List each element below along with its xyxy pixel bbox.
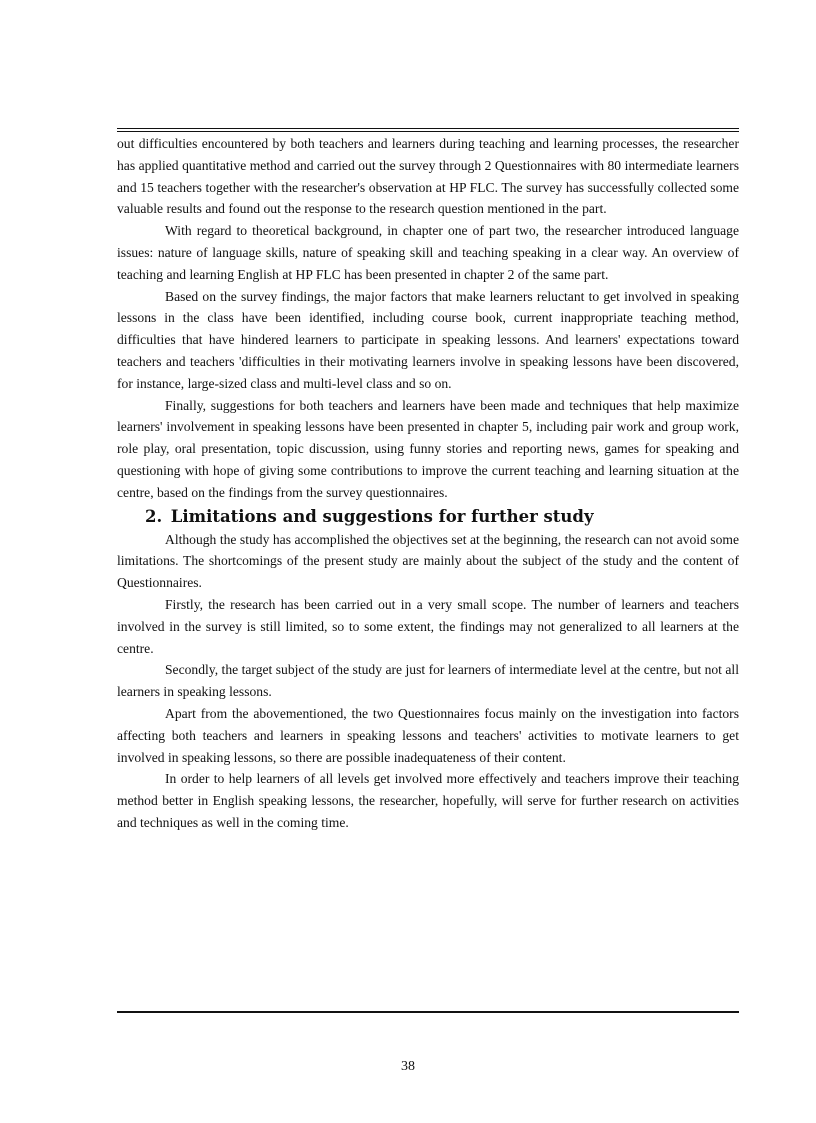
paragraph-theoretical-background: With regard to theoretical background, in chapter one of part two, the researcher introduced language issues: nature of language skills, nature of speaking skill and teaching speaking in a clear way. An overview of teaching and learning English at HP FLC has been presented in chapter 2 of the same part.: [117, 223, 739, 282]
footer-rule: [117, 1011, 739, 1013]
paragraph-survey-findings: Based on the survey findings, the major factors that make learners reluctant to get involved in speaking lessons in the class have been identified, including course book, current inappropriate teaching method, difficulties that have hindered learners to participate in speaking lessons. And learners' expectations toward teachers and teachers 'difficulties in their motivating learners involve in speaking lessons have been discovered, for instance, large-sized class and multi-level class and so on.: [117, 288, 739, 391]
page-number: 38: [401, 1059, 415, 1074]
paragraph-continuation: out difficulties encountered by both teachers and learners during teaching and learning processes, the researcher has applied quantitative method and carried out the survey through 2 Questionnaires with 80 intermediate learners and 15 teachers together with the researcher's observation at HP FLC. The survey has successfully collected some valuable results and found out the response to the research question mentioned in the part.: [117, 136, 739, 217]
paragraph-conclusion: In order to help learners of all levels get involved more effectively and teachers improve their teaching method better in English speaking lessons, the researcher, hopefully, will serve for further research on activities and techniques as well in the coming time.: [117, 771, 739, 830]
paragraph-limitations-intro: Although the study has accomplished the objectives set at the beginning, the research can not avoid some limitations. The shortcomings of the present study are mainly about the subject of the study and the content of Questionnaires.: [117, 531, 739, 591]
section-number: 2.: [145, 506, 163, 526]
paragraph-suggestions: Finally, suggestions for both teachers and learners have been made and techniques that help maximize learners' involvement in speaking lessons have been presented in chapter 5, including pair work and group work, role play, oral presentation, topic discussion, using funny stories and reporting news, games for speaking and questioning with hope of giving some contributions to improve the current teaching and learning situation at the centre, based on the findings from the survey questionnaires.: [117, 397, 739, 500]
paragraph-firstly: Firstly, the research has been carried out in a very small scope. The number of learners and teachers involved in the survey is still limited, so to some extent, the findings may not generalized to all learners at the centre.: [117, 596, 739, 656]
section-title: Limitations and suggestions for further study: [170, 506, 594, 526]
header-rule: [117, 128, 739, 132]
page-body: [117, 133, 739, 834]
section-heading: [145, 504, 739, 529]
paragraph-apart-from: Apart from the abovementioned, the two Questionnaires focus mainly on the investigation into factors affecting both teachers and learners in speaking lessons and teachers' activities to motivate learners to get involved in speaking lessons, so there are possible inadequateness of their content.: [117, 705, 739, 765]
paragraph-secondly: Secondly, the target subject of the study are just for learners of intermediate level at the centre, but not all learners in speaking lessons.: [117, 662, 739, 700]
